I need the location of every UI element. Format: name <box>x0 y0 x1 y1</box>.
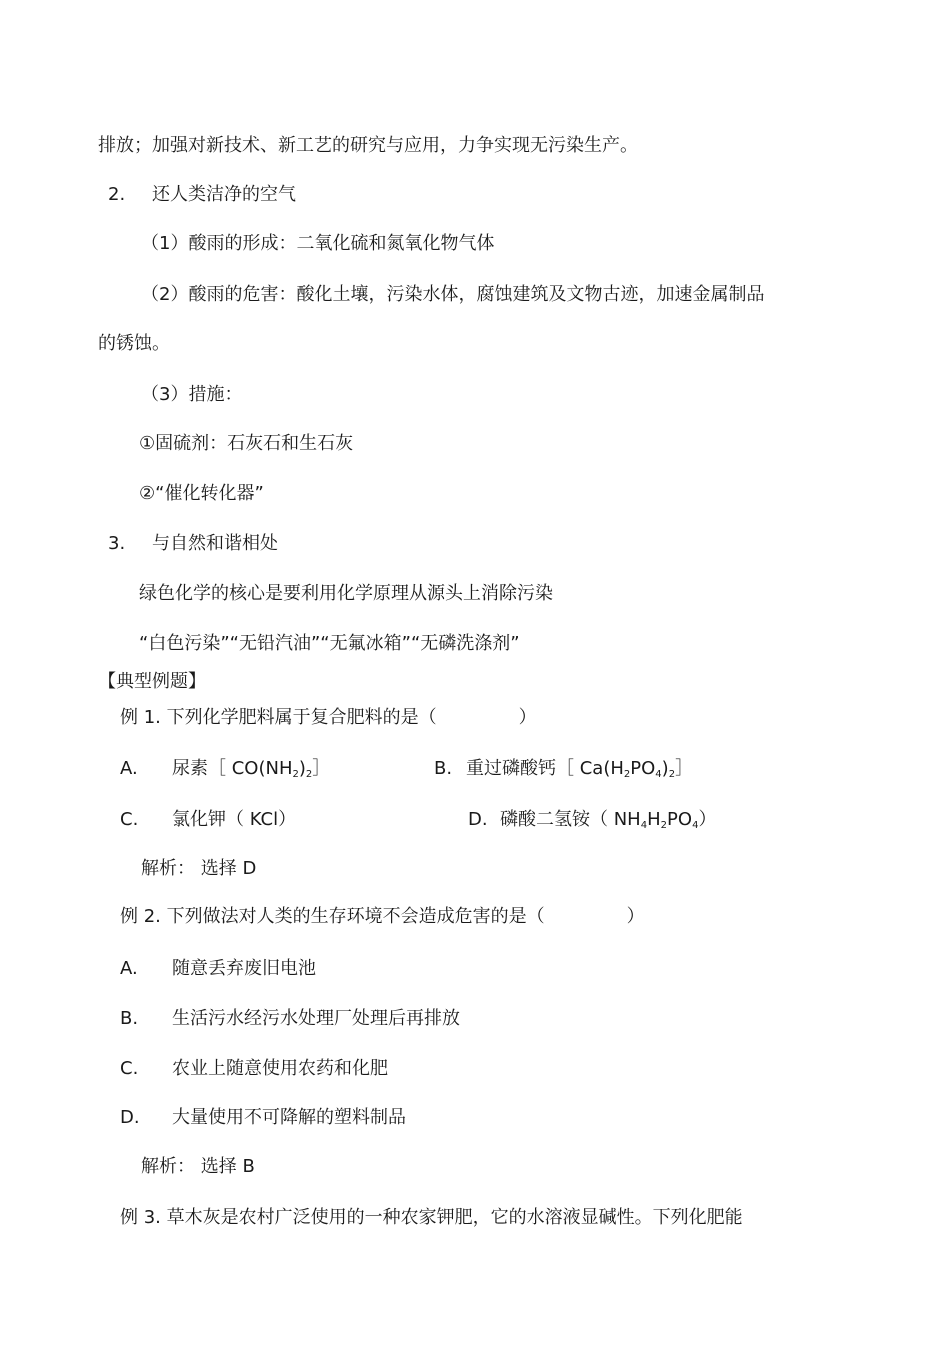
text-line: ①固硫剂：石灰石和生石灰 <box>139 433 354 454</box>
option-a-text: 尿素［ $CO(NH_2)_2]$ <box>172 758 331 780</box>
option-d: D. 磷酸二氢铵（ $NH_4H_2PO_4$） <box>468 809 717 831</box>
text-line: “白色污染”“无铅汽油”“无氟冰箱”“无磷洗涤剂” <box>139 633 520 654</box>
option-b: B. 重过磷酸钙［ $Ca(H_2PO_4)_2]$ <box>434 758 694 780</box>
text-line: 的锈蚀。 <box>98 333 170 354</box>
option-c-text: 氯化钾（ KCl） <box>172 809 297 830</box>
text-line: ②“催化转化器” <box>139 483 264 504</box>
option-a: A. 随意丢弃废旧电池 <box>120 958 316 979</box>
question-text: 例 1. 下列化学肥料属于复合肥料的是（ <box>120 707 437 728</box>
question-3: 例 3. 草木灰是农村广泛使用的一种农家钾肥，它的水溶液显碱性。下列化肥能 <box>120 1207 743 1228</box>
option-letter: A. <box>120 758 138 779</box>
section-title: 还人类洁净的空气 <box>152 184 296 205</box>
option-letter: C. <box>120 809 139 830</box>
question-2 <box>120 905 645 929</box>
question-close: ） <box>518 707 537 728</box>
option-b: B. 生活污水经污水处理厂处理后再排放 <box>120 1008 460 1029</box>
question-close: ） <box>626 906 645 927</box>
text-line: 绿色化学的核心是要利用化学原理从源头上消除污染 <box>139 583 553 604</box>
option-d: D. 大量使用不可降解的塑料制品 <box>120 1107 406 1128</box>
question-text: 例 2. 下列做法对人类的生存环境不会造成危害的是（ <box>120 906 545 927</box>
text-line: （2）酸雨的危害：酸化土壤，污染水体，腐蚀建筑及文物古迹，加速金属制品 <box>141 284 765 305</box>
question-1 <box>120 706 537 730</box>
section-title: 与自然和谐相处 <box>152 533 278 554</box>
section-number: 2. <box>108 184 126 205</box>
section-number: 3. <box>108 533 126 554</box>
text-line: （1）酸雨的形成：二氧化硫和氮氧化物气体 <box>141 233 495 254</box>
options-row <box>120 808 820 832</box>
section-heading-2 <box>108 183 296 207</box>
option-c: C. 农业上随意使用农药和化肥 <box>120 1058 388 1079</box>
text-line: （3）措施： <box>141 384 243 405</box>
section-heading-3 <box>108 532 278 556</box>
answer-2: 解析： 选择 B <box>141 1156 255 1177</box>
section-title-examples: 【典型例题】 <box>98 671 206 692</box>
text-line: 排放；加强对新技术、新工艺的研究与应用，力争实现无污染生产。 <box>98 135 638 156</box>
answer-1: 解析： 选择 D <box>141 858 257 879</box>
options-row <box>120 757 820 787</box>
